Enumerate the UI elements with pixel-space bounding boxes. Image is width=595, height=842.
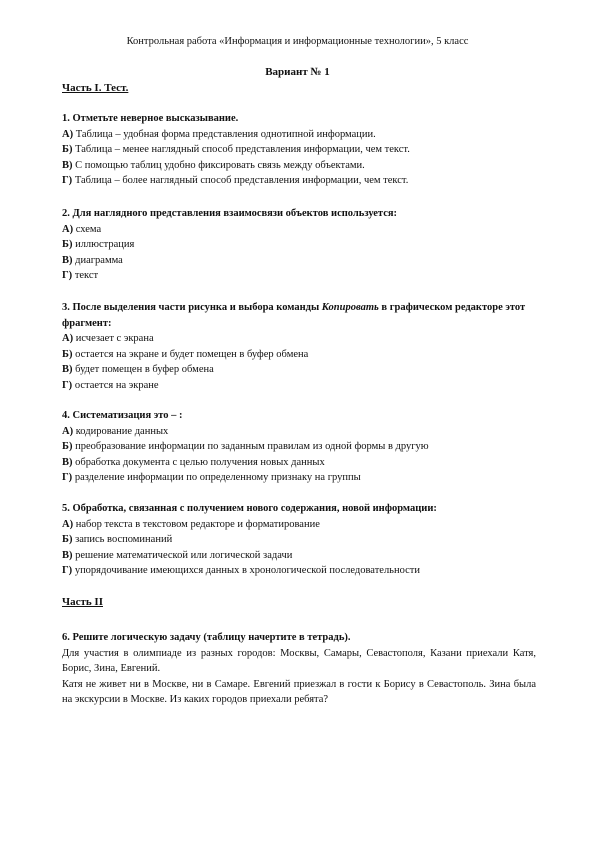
task-6 <box>62 630 536 708</box>
variant-title: Вариант № 1 <box>265 66 330 78</box>
question-2 <box>62 206 542 284</box>
answer-option-b: Б) остается на экране и будет помещен в буфер обмена <box>62 348 309 360</box>
answer-option-b: Б) запись воспоминаний <box>62 534 173 545</box>
task-title: 6. Решите логическую задачу (таблицу начертите в тетрадь). <box>62 632 351 643</box>
task-paragraph-1: Для участия в олимпиаде из разных городов: Москвы, Самары, Севастополя, Казани приехали Катя, Борис, Зина, Евгений. <box>62 647 536 674</box>
part2-title: Часть II <box>62 596 103 608</box>
answer-option-a: А) Таблица – удобная форма представления однотипной информации. <box>62 128 376 140</box>
question-1 <box>62 111 542 189</box>
answer-option-g: Г) упорядочивание имеющихся данных в хронологической последовательности <box>62 565 420 576</box>
question-title: 5. Обработка, связанная с получением нового содержания, новой информации: <box>62 503 437 514</box>
question-title: 1. Отметьте неверное высказывание. <box>62 113 239 124</box>
answer-option-a: А) набор текста в текстовом редакторе и форматирование <box>62 518 320 530</box>
answer-option-v: В) решение математической или логической задачи <box>62 549 293 561</box>
question-title: 4. Систематизация это – : <box>62 410 183 421</box>
question-title: 2. Для наглядного представления взаимосвязи объектов используется: <box>62 208 398 219</box>
part1-title: Часть I. Тест. <box>62 82 129 94</box>
answer-option-v: В) диаграмма <box>62 254 123 266</box>
question-4 <box>62 408 542 486</box>
command-name: Копировать <box>321 302 379 313</box>
answer-option-b: Б) преобразование информации по заданным правилам из одной формы в другую <box>62 441 429 452</box>
answer-option-a: А) кодирование данных <box>62 425 169 437</box>
answer-option-b: Б) иллюстрация <box>62 239 135 250</box>
task-paragraph-2: Катя не живет ни в Москве, ни в Самаре. Евгений приезжал в гости к Борису в Севастополь. Зина была на экскурсии в Москве. Из каких городов приехали ребята? <box>62 678 536 705</box>
answer-option-g: Г) текст <box>62 270 99 281</box>
answer-option-a: А) схема <box>62 223 102 235</box>
answer-option-v: В) обработка документа с целью получения новых данных <box>62 456 325 468</box>
document-header: Контрольная работа «Информация и информационные технологии», 5 класс <box>126 36 469 47</box>
answer-option-g: Г) Таблица – более наглядный способ представления информации, чем текст. <box>62 175 409 186</box>
question-3 <box>62 300 542 393</box>
answer-option-g: Г) разделение информации по определенному признаку на группы <box>62 472 361 483</box>
answer-option-a: А) исчезает с экрана <box>62 333 154 344</box>
question-title: 3. После выделения части рисунка и выбора команды Копировать в графическом редакторе этот фрагмент: <box>62 302 526 329</box>
answer-option-v: В) С помощью таблиц удобно фиксировать связь между объектами. <box>62 159 365 171</box>
answer-option-b: Б) Таблица – менее наглядный способ представления информации, чем текст. <box>62 144 410 155</box>
answer-option-g: Г) остается на экране <box>62 379 159 391</box>
answer-option-v: В) будет помещен в буфер обмена <box>62 364 214 375</box>
question-5 <box>62 501 542 579</box>
